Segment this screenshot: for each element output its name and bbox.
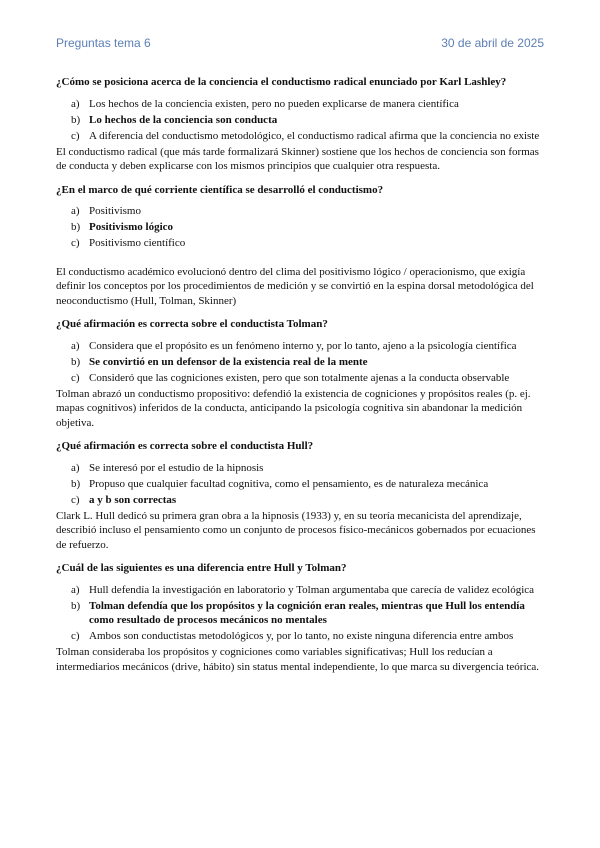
- question-block-5: [56, 561, 544, 674]
- header-title: Preguntas tema 6: [56, 36, 151, 50]
- option-item: a) Los hechos de la conciencia existen, pero no pueden explicarse de manera científica: [71, 97, 459, 110]
- header-date: 30 de abril de 2025: [441, 36, 544, 50]
- explanation-text: El conductismo radical (que más tarde formalizará Skinner) sostiene que los hechos de conciencia son formas de conducta y deben explicarse con los mismos principios que cualquier otra respuesta.: [56, 145, 539, 172]
- option-item: a) Positivismo: [71, 205, 141, 217]
- option-item: a) Se interesó por el estudio de la hipnosis: [71, 461, 264, 474]
- options-list: [56, 461, 544, 508]
- question-text: ¿Cuál de las siguientes es una diferencia entre Hull y Tolman?: [56, 562, 347, 574]
- page-header: [56, 36, 544, 50]
- explanation-text: Tolman consideraba los propósitos y cogniciones como variables significativas; Hull los reducían a intermediarios mecánicos (drive, hábito) sin status mental independiente, lo que marca su divergencia teórica.: [56, 646, 540, 673]
- question-block-3: [56, 317, 544, 430]
- option-item-correct: c) a y b son correctas: [71, 493, 177, 506]
- question-text: ¿Qué afirmación es correcta sobre el conductista Hull?: [56, 440, 314, 452]
- question-text: ¿Cómo se posiciona acerca de la conciencia el conductismo radical enunciado por Karl Lashley?: [56, 76, 507, 88]
- option-item: c) A diferencia del conductismo metodológico, el conductismo radical afirma que la conciencia no existe: [71, 129, 540, 142]
- option-item-correct: b) Positivismo lógico: [71, 221, 174, 233]
- question-block-1: [56, 75, 544, 174]
- document-content: [56, 75, 544, 674]
- explanation-text: El conductismo académico evolucionó dentro del clima del positivismo lógico / operacionismo, que exigía definir los conceptos por los procedimientos de medición y se convirtió en la espina dorsal metodológica del neoconductismo (Hull, Tolman, Skinner): [56, 265, 534, 307]
- explanation-text: Tolman abrazó un conductismo propositivo: defendió la existencia de cogniciones y propósitos reales (p. ej. mapas cognitivos) inferidos de la conducta, anticipando la psicología cognitiva sin abandonar la medición objetiva.: [56, 387, 531, 429]
- option-item-correct: b) Se convirtió en un defensor de la existencia real de la mente: [71, 355, 368, 368]
- question-text: ¿En el marco de qué corriente científica se desarrolló el conductismo?: [56, 183, 384, 196]
- options-list: [56, 97, 544, 144]
- option-item-correct: b) Lo hechos de la conciencia son conducta: [71, 113, 278, 126]
- question-text: ¿Qué afirmación es correcta sobre el conductista Tolman?: [56, 318, 328, 330]
- options-list: [56, 204, 544, 251]
- option-item: c) Ambos son conductistas metodológicos y, por lo tanto, no existe ninguna diferencia entre ambos: [71, 630, 514, 642]
- question-block-4: [56, 439, 544, 552]
- option-item: c) Positivismo científico: [71, 237, 186, 249]
- option-item: c) Consideró que las cogniciones existen, pero que son totalmente ajenas a la conducta observable: [71, 371, 510, 384]
- explanation-text: Clark L. Hull dedicó su primera gran obra a la hipnosis (1933) y, en su teoría mecanicista del aprendizaje, describió incluso el pensamiento como un conjunto de procesos físico-mecánicos gobernados por ecuaciones de refuerzo.: [56, 509, 536, 551]
- option-item: a) Hull defendía la investigación en laboratorio y Tolman argumentaba que carecía de validez ecológica: [71, 583, 535, 596]
- question-block-2: [56, 183, 544, 309]
- option-item-correct: b) Tolman defendía que los propósitos y la cognición eran reales, mientras que Hull los entendía como resultado de procesos mecánicos no mentales: [71, 599, 525, 626]
- option-item: a) Considera que el propósito es un fenómeno interno y, por lo tanto, ajeno a la psicología científica: [71, 339, 517, 352]
- options-list: [56, 583, 544, 644]
- options-list: [56, 339, 544, 386]
- option-item: b) Propuso que cualquier facultad cognitiva, como el pensamiento, es de naturaleza mecánica: [71, 477, 489, 490]
